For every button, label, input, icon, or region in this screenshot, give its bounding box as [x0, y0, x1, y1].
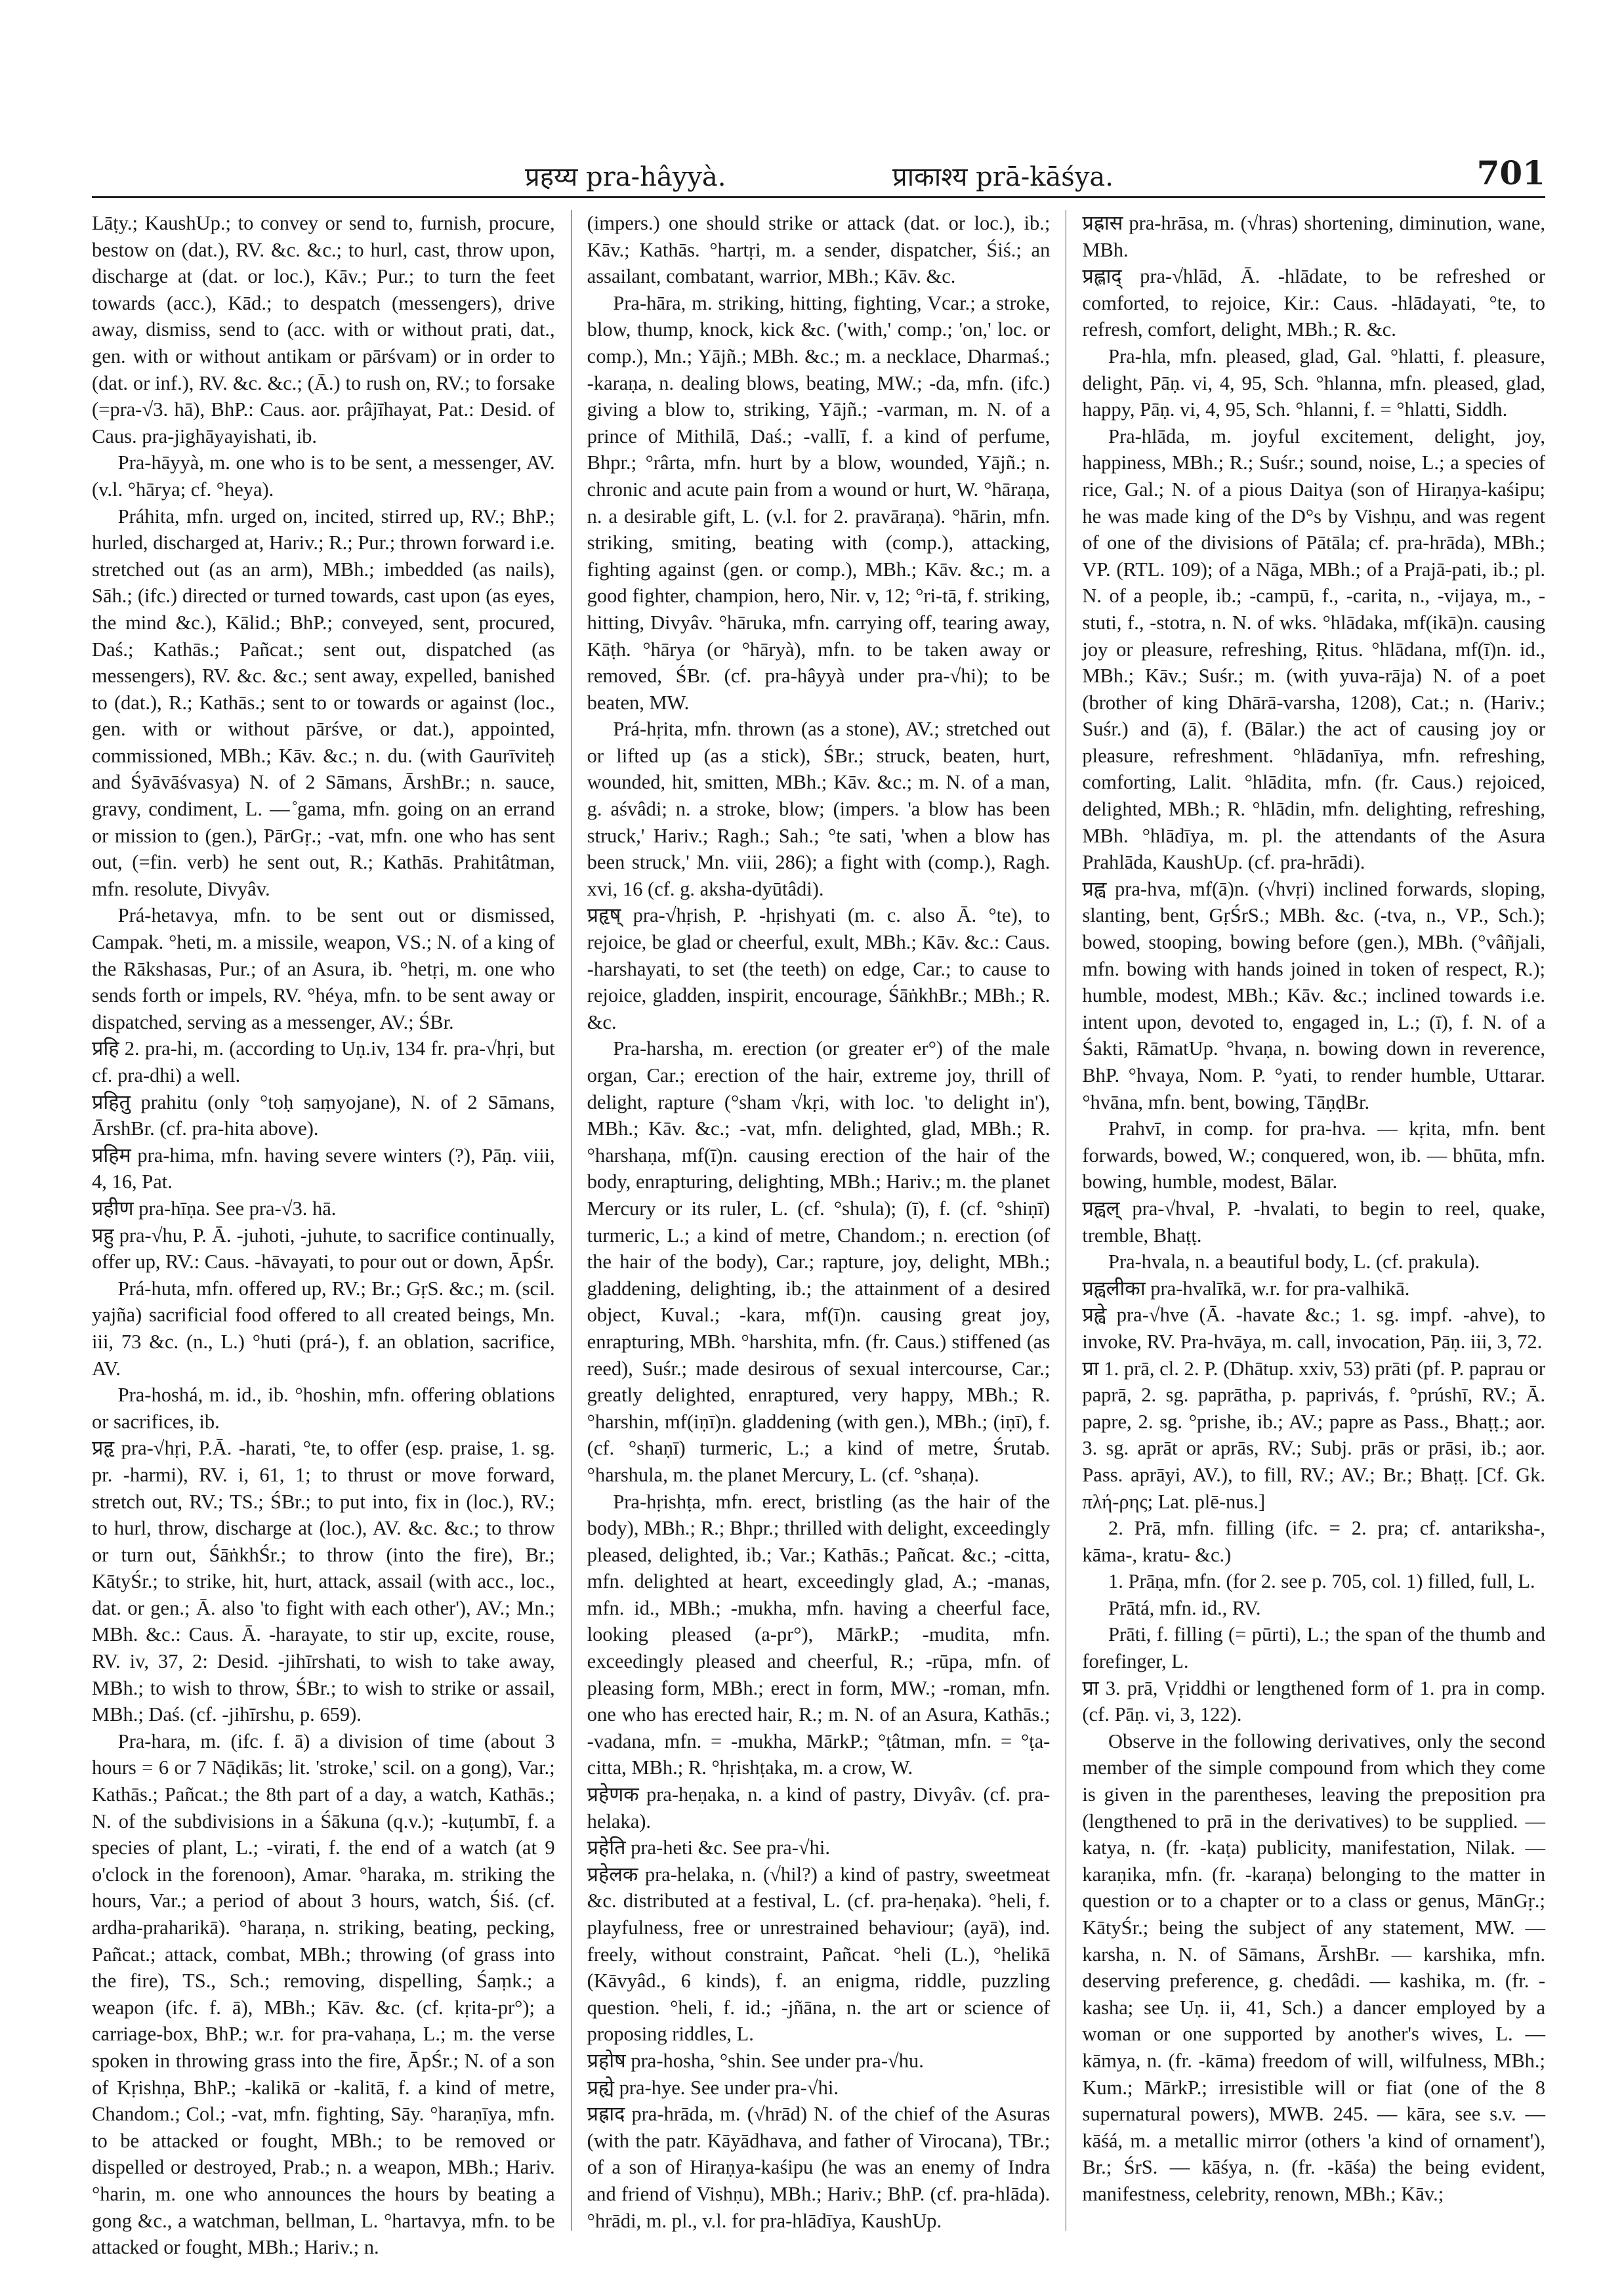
dictionary-entry: Prá-huta, mfn. offered up, RV.; Br.; GṛS. &c.; m. (scil. yajña) sacrificial food offered to all created beings, Mn. iii, 73 &c. (n., L.) °huti (prá-), f. an oblation, sacrifice, AV.: [92, 1277, 555, 1380]
left-running-head: प्रहय्य pra-hâyyà.: [525, 162, 726, 192]
dictionary-entry: Observe in the following derivatives, only the second member of the simple compound from which they come is given in the parentheses, leaving the preposition pra (lengthened to prā in the derivatives) to be supplied. — katya, n. (fr. -kaṭa) publicity, manifestation, Nilak. — karaṇika, mfn. (fr. -karaṇa) belonging to the matter in question or to a chapter or to a class or genus, MānGṛ.; KātyŚr.; being the subject of any statement, MW. — karsha, n. N. of Sāmans, ĀrshBr. — karshika, mfn. deserving preference, g. chedâdi. — kashika, m. (fr. -kasha; see Uṇ. ii, 41, Sch.) a dancer employed by a woman or one supported by another's wives, L. — kāmya, n. (fr. -kāma) freedom of will, wilfulness, MBh.; Kum.; MārkP.; irresistible will or fiat (one of the 8 supernatural powers), MWB. 245. — kāra, see s.v. — kāśá, m. a metallic mirror (others 'a kind of ornament'), Br.; ŚrS. — kāśya, n. (fr. -kāśa) the being evident, manifestness, celebrity, renown, MBh.; Kāv.;: [1082, 1729, 1546, 2205]
dictionary-entry: Pra-harsha, m. erection (or greater er°) of the male organ, Car.; erection of the hair, extreme joy, thrill of delight, rapture (°sham √kṛi, with loc. 'to delight in'), MBh.; Kāv. &c.; -vat, mfn. delighted, glad, MBh.; R. °harshaṇa, mf(ī)n. causing erection of the hair of the body, enrapturing, delighting, MBh.; Hariv.; m. the planet Mercury or its ruler, L. (cf. °shula); (ī), f. (cf. °shiṇī) turmeric, L.; a kind of metre, Chandom.; n. erection (of the hair of the body), Car.; rapture, joy, delight, MBh.; gladdening, delighting, ib.; the attainment of a desired object, Kuval.; -kara, mf(ī)n. causing great joy, enrapturing, MBh. °harshita, mfn. (fr. Caus.) stiffened (as reed), Suśr.; made desirous of sexual intercourse, Car.; greatly delighted, enraptured, very happy, MBh.; R. °harshin, mf(iṇī)n. gladdening (with gen.), MBh.; (iṇī), f. (cf. °shaṇī) turmeric, L.; a kind of metre, Śrutab. °harshula, m. the planet Mercury, L. (cf. °shaṇa).: [587, 1037, 1051, 1486]
dictionary-entry: प्रहृष् pra-√hṛish, P. -hṛishyati (m. c. also Ā. °te), to rejoice, be glad or cheerful, exult, MBh.; Kāv. &c.: Caus. -harshayati, to set (the teeth) on edge, Car.; to cause to rejoice, gladden, inspirit, encourage, ŚāṅkhBr.; MBh.; R. &c.: [587, 904, 1051, 1033]
dictionary-entry: Pra-hlāda, m. joyful excitement, delight, joy, happiness, MBh.; R.; Suśr.; sound, noise, L.; a species of rice, Gal.; N. of a pious Daitya (son of Hiraṇya-kaśipu; he was made king of the D°s by Vishṇu, and was regent of one of the divisions of Pātāla; cf. pra-hrāda), MBh.; VP. (RTL. 109); of a Nāga, MBh.; of a Prajā-pati, ib.; pl. N. of a people, ib.; -campū, f., -carita, n., -vijaya, m., -stuti, f., -stotra, n. N. of wks. °hlādaka, mf(ikā)n. causing joy or pleasure, refreshing, Ṛitus. °hlādana, mf(ī)n. id., MBh.; Kāv.; Suśr.; m. (with yuva-rāja) N. of a poet (brother of king Dhārā-varsha, 1208), Cat.; n. (Hariv.; Suśr.) and (ā), f. (Bālar.) the act of causing joy or pleasure, refreshment. °hlādanīya, mfn. refreshing, comforting, Lalit. °hlādita, mfn. (fr. Caus.) rejoiced, delighted, MBh.; R. °hlādin, mfn. delighting, refreshing, MBh. °hlādīya, m. pl. the attendants of the Asura Prahlāda, KaushUp. (cf. pra-hrādi).: [1082, 424, 1546, 874]
dictionary-entry: 1. Prāṇa, mfn. (for 2. see p. 705, col. 1) filled, full, L.: [1108, 1570, 1535, 1593]
dictionary-entry: प्रहेति pra-heti &c. See pra-√hi.: [587, 1836, 830, 1859]
dictionary-entry: प्रहेणक pra-heṇaka, n. a kind of pastry, Divyâv. (cf. pra-helaka).: [587, 1783, 1051, 1832]
dictionary-entry: Prá-hṛita, mfn. thrown (as a stone), AV.; stretched out or lifted up (as a stick), ŚBr.; struck, beaten, hurt, wounded, hit, smitten, MBh.; Kāv. &c.; m. N. of a man, g. aśvâdi; n. a stroke, blow; (impers. 'a blow has been struck,' Hariv.; Ragh.; Sah.; °te sati, 'when a blow has been struck,' Mn. viii, 286); a fight with (comp.), Ragh. xvi, 16 (cf. g. aksha-dyūtâdi).: [587, 718, 1051, 900]
dictionary-entry: प्रहेलक pra-helaka, n. (√hil?) a kind of pastry, sweetmeat &c. distributed at a festival, L. (cf. pra-heṇaka). °heli, f. playfulness, free or unrestrained behaviour; (ayā), ind. freely, without constraint, Pañcat. °heli (L.), °helikā (Kāvyâd., 6 kinds), f. an enigma, riddle, puzzling question. °heli, f. id.; -jñāna, n. the art or science of proposing riddles, L.: [587, 1863, 1051, 2046]
dictionary-entry: प्रहीण pra-hīṇa. See pra-√3. hā.: [92, 1197, 337, 1220]
dictionary-entry: प्रहि 2. pra-hi, m. (according to Uṇ.iv, 134 fr. pra-√hṛi, but cf. pra-dhi) a well.: [92, 1037, 555, 1086]
dictionary-entry: प्रहितु prahitu (only °toḥ saṃyojane), N. of 2 Sāmans, ĀrshBr. (cf. pra-hita above).: [92, 1090, 555, 1140]
dictionary-entry: प्रह्लाद् pra-√hlād, Ā. -hlādate, to be refreshed or comforted, to rejoice, Kir.: Caus. -hlādayati, °te, to refresh, comfort, delight, MBh.; R. &c.: [1082, 265, 1546, 341]
dictionary-entry: Prātá, mfn. id., RV.: [1108, 1596, 1261, 1619]
dictionary-entry: प्रहु pra-√hu, P. Ā. -juhoti, -juhute, to sacrifice continually, offer up, RV.: Caus. -hāvayati, to pour out or down, ĀpŚr.: [92, 1224, 555, 1273]
dictionary-entry: Práhita, mfn. urged on, incited, stirred up, RV.; BhP.; hurled, discharged at, Hariv.; R.; Pur.; thrown forward i.e. stretched out (as an arm), MBh.; imbedded (as nails), Sāh.; (ifc.) directed or turned towards, cast upon (as eyes, the mind &c.), Kālid.; BhP.; conveyed, sent, procured, Daś.; Kathās.; Pañcat.; sent out, dispatched (as messengers), RV. &c. &c.; sent away, expelled, banished to (dat.), R.; Kathās.; sent to or towards or against (loc., gen. with or without pārśve, or dat.), appointed, commissioned, MBh.; Kāv. &c.; n. du. (with Gaurīviteḥ and Śyāvāśvasya) N. of 2 Sāmans, ĀrshBr.; n. sauce, gravy, condiment, L. — ̊gama, mfn. going on an errand or mission to (gen.), PārGṛ.; -vat, mfn. one who has sent out, (=fin. verb) he sent out, R.; Kathās. Prahitâtman, mfn. resolute, Divyâv.: [92, 505, 555, 900]
dictionary-entry: प्रह्वलीका pra-hvalīkā, w.r. for pra-valhikā.: [1082, 1277, 1410, 1300]
dictionary-entry: Lāṭy.; KaushUp.; to convey or send to, furnish, procure, bestow on (dat.), RV. &c. &c.; to hurl, cast, throw upon, discharge at (dat. or loc.), Kāv.; Pur.; to turn the feet towards (acc.), Kād.; to despatch (messengers), drive away, dismiss, send to (acc. with or without prati, dat., gen. with or without antikam or pārśvam) or in order to (dat. or inf.), RV. &c. &c.; (Ā.) to rush on, RV.; to forsake (=pra-√3. hā), BhP.: Caus. aor. prâjīhayat, Pat.: Desid. of Caus. pra-jighāyayishati, ib.: [92, 212, 555, 447]
dictionary-entry: प्रह्व pra-hva, mf(ā)n. (√hvṛi) inclined forwards, sloping, slanting, bent, GṛŚrS.; MBh. &c. (-tva, n., VP., Sch.); bowed, stooping, bowing before (gen.), MBh. (°vâñjali, mfn. bowing with hands joined in token of respect, R.); humble, modest, MBh.; Kāv. &c.; inclined towards i.e. intent upon, devoted to, engaged in, L.; (ī), f. N. of a Śakti, RāmatUp. °hvaṇa, n. bowing down in reverence, BhP. °hvaya, Nom. P. °yati, to render humble, Uttarar. °hvāna, mfn. bent, bowing, TāṇḍBr.: [1082, 877, 1546, 1113]
dictionary-entry: Prāti, f. filling (= pūrti), L.; the span of the thumb and forefinger, L.: [1082, 1623, 1546, 1673]
dictionary-entry: Pra-hvala, n. a beautiful body, L. (cf. prakula).: [1108, 1251, 1480, 1273]
dictionary-entry: प्रह्राद pra-hrāda, m. (√hrād) N. of the chief of the Asuras (with the patr. Kāyādhava, and father of Virocana), TBr.; of a son of Hiraṇya-kaśipu (he was an enemy of Indra and friend of Vishṇu), MBh.; Hariv.; BhP. (cf. pra-hlāda). °hrādi, m. pl., v.l. for pra-hlādīya, KaushUp.: [587, 2103, 1051, 2232]
dictionary-entry: प्रा 1. prā, cl. 2. P. (Dhātup. xxiv, 53) prāti (pf. P. paprau or paprā, 2. sg. paprātha, p. paprivás, f. °prúshī, RV.; Ā. papre, 2. sg. °prishe, ib.; AV.; papre as Pass., Bhaṭṭ.; aor. 3. sg. aprāt or aprās, RV.; Subj. prās or prāsi, ib.; aor. Pass. aprāyi, AV.), to fill, RV.; AV.; Br.; Bhaṭṭ. [Cf. Gk. πλή-ρης; Lat. plē-nus.]: [1082, 1357, 1546, 1513]
text-columns: [92, 210, 1546, 2259]
column-3: [1066, 210, 1545, 2231]
dictionary-entry: प्रह्वे pra-√hve (Ā. -havate &c.; 1. sg. impf. -ahve), to invoke, RV. Pra-hvāya, m. call, invocation, Pāṇ. iii, 3, 72.: [1082, 1304, 1546, 1353]
page-header: [92, 154, 1545, 198]
dictionary-entry: Prá-hetavya, mfn. to be sent out or dismissed, Campak. °heti, m. a missile, weapon, VS.; N. of a king of the Rākshasas, Pur.; of an Asura, ib. °hetṛi, m. one who sends forth or impels, RV. °héya, mfn. to be sent away or dispatched, serving as a messenger, AV.; ŚBr.: [92, 904, 555, 1033]
dictionary-entry: प्रहोष pra-hosha, °shin. See under pra-√hu.: [587, 2049, 924, 2072]
header-rule: [92, 196, 1545, 198]
dictionary-entry: प्रह्रास pra-hrāsa, m. (√hras) shortening, diminution, wane, MBh.: [1082, 212, 1546, 261]
dictionary-entry: (impers.) one should strike or attack (dat. or loc.), ib.; Kāv.; Kathās. °hartṛi, m. a sender, dispatcher, Śiś.; an assailant, combatant, warrior, MBh.; Kāv. &c.: [587, 212, 1051, 288]
dictionary-entry: Pra-hla, mfn. pleased, glad, Gal. °hlatti, f. pleasure, delight, Pāṇ. vi, 4, 95, Sch. °hlanna, mfn. pleased, glad, happy, Pāṇ. vi, 4, 95, Sch. °hlanni, f. = °hlatti, Siddh.: [1082, 344, 1546, 421]
dictionary-entry: प्रा 3. prā, Vṛiddhi or lengthened form of 1. pra in comp. (cf. Pāṇ. vi, 3, 122).: [1082, 1676, 1546, 1726]
dictionary-entry: प्रह्ये pra-hye. See under pra-√hi.: [587, 2076, 839, 2099]
dictionary-entry: Prahvī, in comp. for pra-hva. — kṛita, mfn. bent forwards, bowed, W.; conquered, won, ib. — bhūta, mfn. bowing, humble, modest, Bālar.: [1082, 1117, 1546, 1193]
dictionary-entry: Pra-hāra, m. striking, hitting, fighting, Vcar.; a stroke, blow, thump, knock, kick &c. ('with,' comp.; 'on,' loc. or comp.), Mn.; Yājñ.; MBh. &c.; m. a necklace, Dharmaś.; -karaṇa, n. dealing blows, beating, MW.; -da, mfn. (ifc.) giving a blow to, striking, Yājñ.; -varman, m. N. of a prince of Mithilā, Daś.; -vallī, f. a kind of perfume, Bhpr.; °rârta, mfn. hurt by a blow, wounded, Yājñ.; n. chronic and acute pain from a wound or hurt, W. °hāraṇa, n. a desirable gift, L. (v.l. for 2. pravāraṇa). °hārin, mfn. striking, smiting, beating with (comp.), attacking, fighting against (gen. or comp.), MBh.; Kāv. &c.; m. a good fighter, champion, hero, Nir. v, 12; °ri-tā, f. striking, hitting, Divyâv. °hāruka, mfn. carrying off, tearing away, Kāṭh. °hārya (or °hāryà), mfn. to be taken away or removed, ŚBr. (cf. pra-hâyyà under pra-√hi); to be beaten, MW.: [587, 291, 1051, 714]
page-number: 701: [1476, 154, 1545, 192]
dictionary-entry: प्रह्वल् pra-√hval, P. -hvalati, to begin to reel, quake, tremble, Bhaṭṭ.: [1082, 1197, 1546, 1247]
dictionary-entry: प्रहिम pra-hima, mfn. having severe winters (?), Pāṇ. viii, 4, 16, Pat.: [92, 1144, 555, 1193]
right-running-head: प्राकाश्य prā-kāśya.: [892, 162, 1114, 192]
dictionary-entry: 2. Prā, mfn. filling (ifc. = 2. pra; cf. antariksha-, kāma-, kratu- &c.): [1082, 1517, 1546, 1566]
column-2: [571, 210, 1066, 2231]
column-1: [92, 210, 571, 2259]
dictionary-entry: Pra-hoshá, m. id., ib. °hoshin, mfn. offering oblations or sacrifices, ib.: [92, 1384, 555, 1433]
dictionary-entry: Pra-hara, m. (ifc. f. ā) a division of time (about 3 hours = 6 or 7 Nāḍikās; lit. 'stroke,' scil. on a gong), Var.; Kathās.; Pañcat.; the 8th part of a day, a watch, Kathās.; N. of the subdivisions in a Śākuna (q.v.); -kuṭumbī, f. a species of plant, L.; -virati, f. the end of a watch (at 9 o'clock in the forenoon), Amar. °haraka, m. striking the hours, Var.; a period of about 3 hours, watch, Śiś. (cf. ardha-praharikā). °haraṇa, n. striking, beating, pecking, Pañcat.; attack, combat, MBh.; throwing (of grass into the fire), TS., Sch.; removing, dispelling, Śaṃk.; a weapon (ifc. f. ā), MBh.; Kāv. &c. (cf. kṛita-pr°); a carriage-box, BhP.; w.r. for pra-vahaṇa, L.; m. the verse spoken in throwing grass into the fire, ĀpŚr.; N. of a son of Kṛishṇa, BhP.; -kalikā or -kalitā, f. a kind of metre, Chandom.; Col.; -vat, mfn. fighting, Sāy. °haraṇīya, mfn. to be attacked or fought, MBh.; to be removed or dispelled or destroyed, Prab.; n. a weapon, MBh.; Hariv. °harin, m. one who announces the hours by beating a gong &c., a watchman, bellman, L. °hartavya, mfn. to be attacked or fought, MBh.; Hariv.; n.: [92, 1729, 555, 2259]
dictionary-entry: Pra-hāyyà, m. one who is to be sent, a messenger, AV. (v.l. °hārya; cf. °heya).: [92, 451, 555, 501]
dictionary-entry: Pra-hṛishṭa, mfn. erect, bristling (as the hair of the body), MBh.; R.; Bhpr.; thrilled with delight, exceedingly pleased, delighted, ib.; Var.; Kathās.; Pañcat. &c.; -citta, mfn. delighted at heart, exceedingly glad, A.; -manas, mfn. id., MBh.; -mukha, mfn. having a cheerful face, looking pleased (a-pr°), MārkP.; -mudita, mfn. exceedingly pleased and cheerful, R.; -rūpa, mfn. of pleasing form, MBh.; erect in form, MW.; -roman, mfn. one who has erected hair, R.; m. N. of an Asura, Kathās.; -vadana, mfn. = -mukha, MārkP.; °ṭâtman, mfn. = °ṭa-citta, MBh.; R. °hṛishṭaka, m. a crow, W.: [587, 1490, 1051, 1779]
dictionary-entry: प्रहृ pra-√hṛi, P.Ā. -harati, °te, to offer (esp. praise, 1. sg. pr. -harmi), RV. i, 61, 1; to thrust or move forward, stretch out, RV.; TS.; ŚBr.; to put into, fix in (loc.), RV.; to hurl, throw, discharge at (loc.), AV. &c. &c.; to throw or turn out, ŚāṅkhŚr.; to throw (into the fire), Br.; KātyŚr.; to strike, hit, hurt, attack, assail (with acc., loc., dat. or gen.; Ā. also 'to fight with each other'), AV.; Mn.; MBh. &c.: Caus. Ā. -harayate, to stir up, excite, rouse, RV. iv, 37, 2: Desid. -jihīrshati, to wish to take away, MBh.; to wish to throw, ŚBr.; to wish to strike or assail, MBh.; Daś. (cf. -jihīrshu, p. 659).: [92, 1437, 555, 1726]
